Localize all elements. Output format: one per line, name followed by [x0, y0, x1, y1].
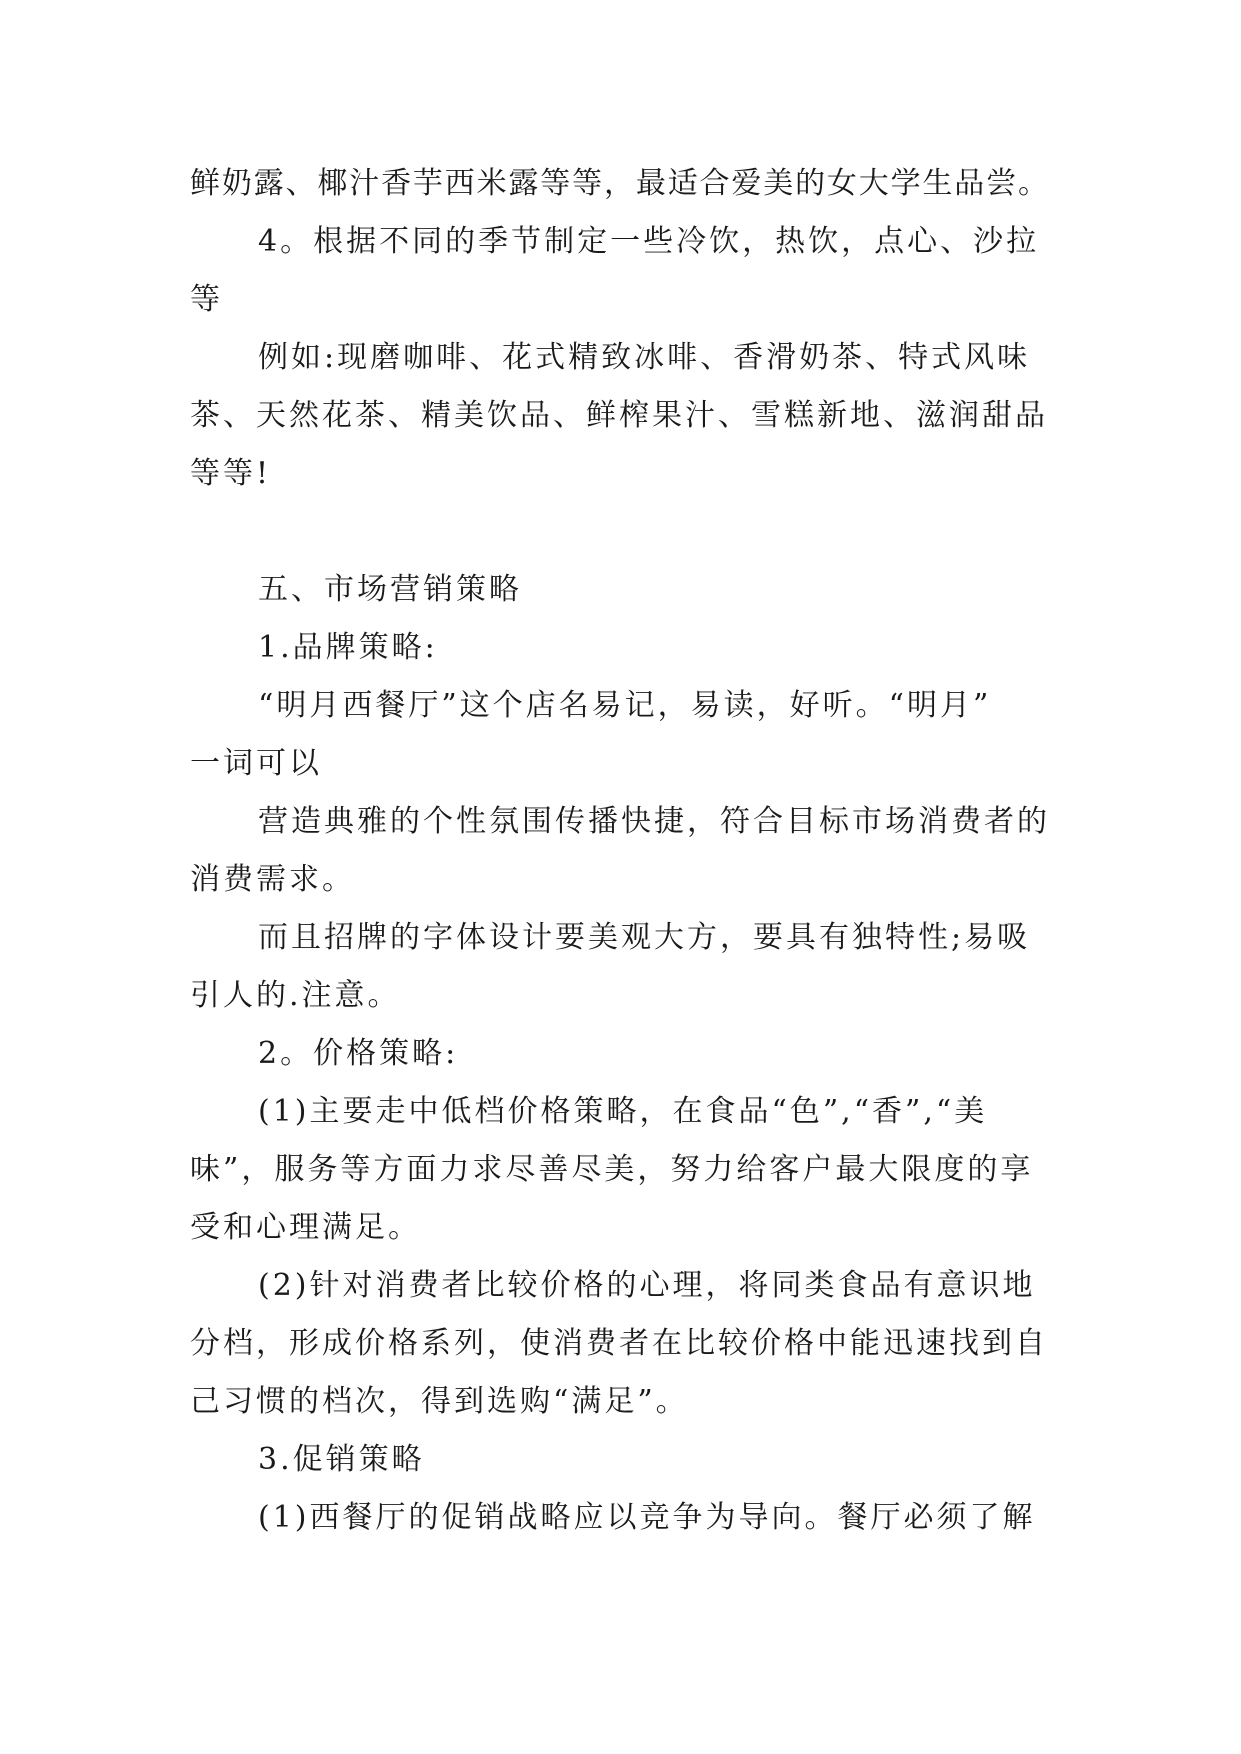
body-line: 等等!: [190, 456, 272, 491]
body-line: 而且招牌的字体设计要美观大方，要具有独特性;易吸: [258, 920, 1031, 955]
subsection-heading: 2。价格策略:: [258, 1036, 459, 1071]
body-line: 引人的.注意。: [190, 978, 401, 1013]
body-line: (1)主要走中低档价格策略，在食品“色”,“香”,“美: [258, 1094, 988, 1129]
body-line: 一词可以: [190, 746, 322, 781]
subsection-heading: 1.品牌策略:: [258, 630, 438, 665]
body-line: 受和心理满足。: [190, 1210, 421, 1245]
body-line: (1)西餐厅的促销战略应以竞争为导向。餐厅必须了解: [258, 1500, 1036, 1535]
body-line: 茶、天然花茶、精美饮品、鲜榨果汁、雪糕新地、滋润甜品: [190, 398, 1048, 433]
body-line: 鲜奶露、椰汁香芋西米露等等，最适合爱美的女大学生品尝。: [190, 166, 1050, 201]
section-heading: 五、市场营销策略: [258, 572, 522, 607]
body-line: 营造典雅的个性氛围传播快捷，符合目标市场消费者的: [258, 804, 1050, 839]
body-line: 等: [190, 282, 223, 317]
body-line: 分档，形成价格系列，使消费者在比较价格中能迅速找到自: [190, 1326, 1048, 1361]
body-line: 4。根据不同的季节制定一些冷饮，热饮，点心、沙拉: [258, 224, 1040, 259]
body-line: 例如:现磨咖啡、花式精致冰啡、香滑奶茶、特式风味: [258, 340, 1031, 375]
body-line: “明月西餐厅”这个店名易记，易读，好听。“明月”: [258, 688, 992, 723]
body-line: 味”，服务等方面力求尽善尽美，努力给客户最大限度的享: [190, 1152, 1034, 1187]
body-line: (2)针对消费者比较价格的心理，将同类食品有意识地: [258, 1268, 1036, 1303]
subsection-heading: 3.促销策略: [258, 1442, 425, 1477]
body-line: 己习惯的档次，得到选购“满足”。: [190, 1384, 689, 1419]
body-line: 消费需求。: [190, 862, 355, 897]
